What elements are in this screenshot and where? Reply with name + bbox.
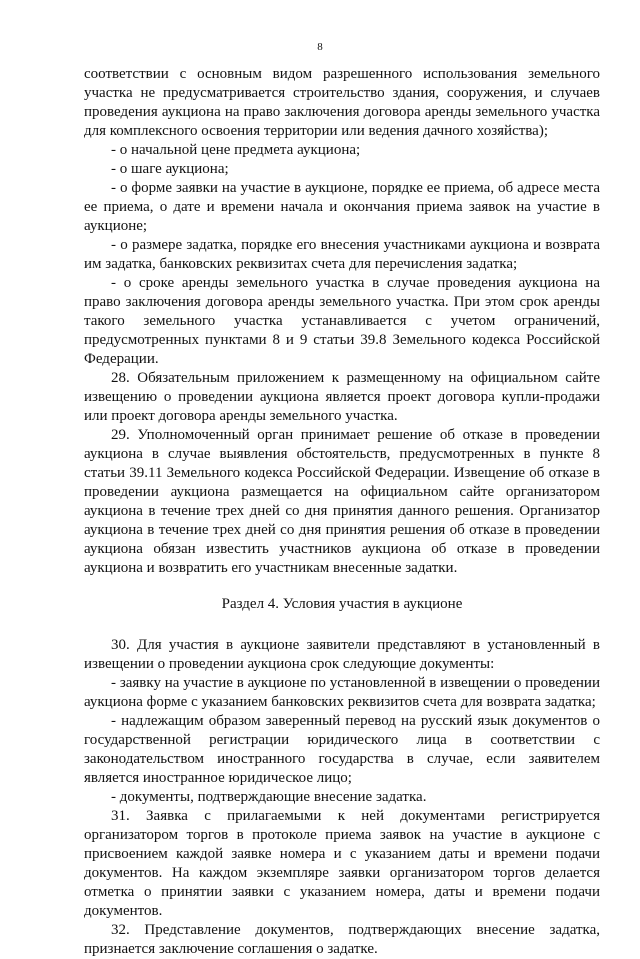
paragraph: - надлежащим образом заверенный перевод на русский язык документов о государственной регистрации юридического лица в соответствии с законодательством иностранного государства в случае, если заявителем является иностранное юридическое лицо;: [84, 713, 600, 786]
paragraph: - о размере задатка, порядке его внесения участниками аукциона и возврата им задатка, банковских реквизитах счета для перечисления задатка;: [84, 237, 600, 272]
paragraph: - документы, подтверждающие внесение задатка.: [111, 789, 427, 805]
paragraphs-after-section: [84, 636, 600, 959]
paragraph: - о шаге аукциона;: [111, 161, 229, 177]
paragraph: 31. Заявка с прилагаемыми к ней документами регистрируется организатором торгов в протоколе приема заявок на участие в аукционе с присвоением каждой заявке номера и с указанием даты и времени подачи документов. На каждом экземпляре заявки организатором торгов делается отметка о принятии заявки с указанием номера, даты и времени подачи документов.: [84, 808, 600, 919]
document-body: [84, 65, 600, 959]
section-heading: Раздел 4. Условия участия в аукционе: [221, 596, 463, 612]
paragraph: 29. Уполномоченный орган принимает решение об отказе в проведении аукциона в случае выявления обстоятельств, предусмотренных в пункте 8 статьи 39.11 Земельного кодекса Российской Федерации. Извещение об отказе в проведении аукциона размещается на официальном сайте организатором аукциона в течение трех дней со дня принятия данного решения. Организатор аукциона в течение трех дней со дня принятия решения об отказе в проведении аукциона обязан известить участников аукциона об отказе в проведении аукциона и возвратить его участникам внесенные задатки.: [84, 427, 600, 576]
paragraph: - о начальной цене предмета аукциона;: [111, 142, 361, 158]
paragraph: - заявку на участие в аукционе по установленной в извещении о проведении аукциона форме с указанием банковских реквизитов счета для возврата задатка;: [84, 675, 600, 710]
paragraph: - о форме заявки на участие в аукционе, порядке ее приема, об адресе места ее приема, о дате и времени начала и окончания приема заявок на участие в аукционе;: [84, 180, 600, 234]
paragraph: 30. Для участия в аукционе заявители представляют в установленный в извещении о проведении аукциона срок следующие документы:: [84, 637, 600, 672]
paragraph: 28. Обязательным приложением к размещенному на официальном сайте извещению о проведении аукциона является проект договора купли-продажи или проект договора аренды земельного участка.: [84, 370, 600, 424]
paragraph: - о сроке аренды земельного участка в случае проведения аукциона на право заключения договора аренды земельного участка. При этом срок аренды такого земельного участка устанавливается с учетом ограничений, предусмотренных пунктами 8 и 9 статьи 39.8 Земельного кодекса Российской Федерации.: [84, 275, 600, 367]
paragraph: соответствии с основным видом разрешенного использования земельного участка не предусматривается строительство здания, сооружения, и случаев проведения аукциона на право заключения договора аренды земельного участка для комплексного освоения территории или ведения дачного хозяйства);: [84, 66, 600, 139]
paragraph: 32. Представление документов, подтверждающих внесение задатка, признается заключение соглашения о задатке.: [84, 922, 600, 957]
page-number: 8: [317, 41, 323, 53]
paragraphs-before-section: [84, 65, 600, 578]
